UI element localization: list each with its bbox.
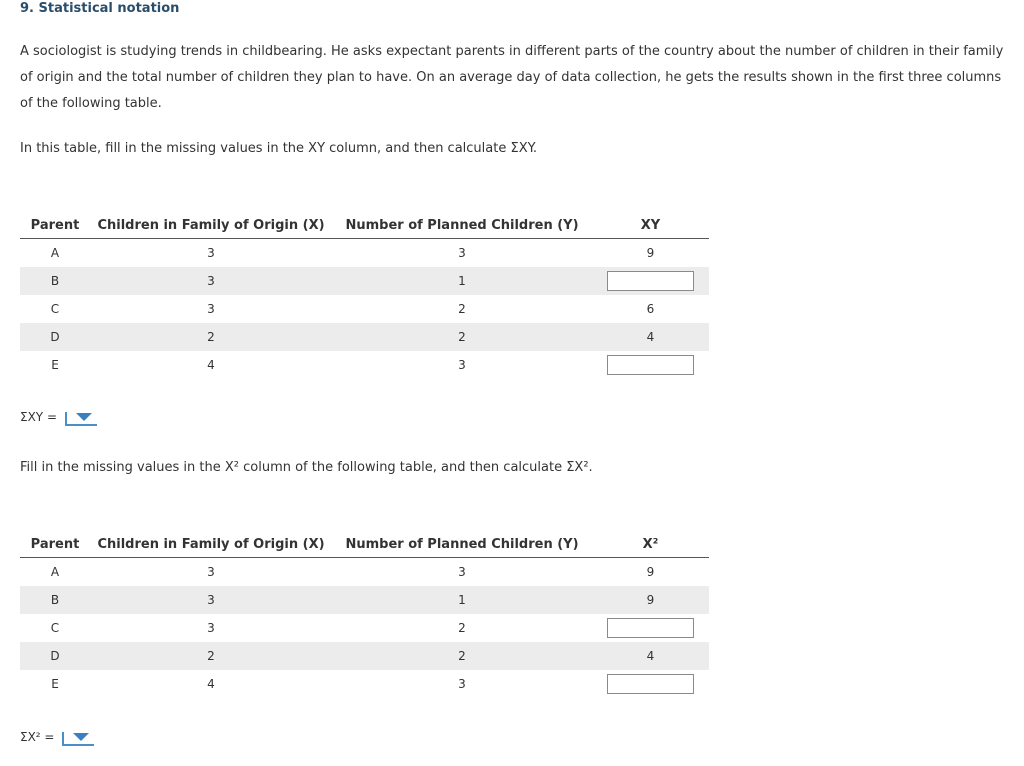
header-xy: XY <box>592 212 709 239</box>
x-cell: 3 <box>90 586 332 614</box>
y-cell: 2 <box>458 302 466 316</box>
sum-xy-row <box>20 408 97 426</box>
xy-table-header-row <box>20 212 709 239</box>
intro-paragraph: A sociologist is studying trends in childbearing. He asks expectant parents in different parts of the country about the number of children in their family of origin and the total number of children they plan to have. On an average day of data collection, he gets the results shown in the first three columns of the following table. <box>20 44 1004 111</box>
sum-xy-label: ΣXY = <box>20 410 58 424</box>
table-row <box>20 267 709 295</box>
x2-cell: 9 <box>592 586 709 614</box>
header-parent: Parent <box>20 212 90 239</box>
xy-cell: 6 <box>646 302 655 316</box>
xy-table <box>20 212 709 379</box>
y-cell: 2 <box>458 621 466 635</box>
dropdown-arrow-icon <box>73 733 89 741</box>
sum-x2-dropdown[interactable] <box>62 728 94 746</box>
table-row <box>20 323 709 351</box>
xy-input-e[interactable] <box>607 355 694 375</box>
dropdown-arrow-icon <box>76 413 92 421</box>
question-title: 9. Statistical notation <box>20 1 180 16</box>
table-row <box>20 614 709 642</box>
table-row <box>20 670 709 698</box>
header-y: Number of Planned Children (Y) <box>332 531 592 558</box>
x2-instruction: Fill in the missing values in the X² column of the following table, and then calculate ΣX². <box>20 460 593 475</box>
xy-cell <box>592 267 709 295</box>
y-cell: 1 <box>332 586 592 614</box>
xy-cell <box>592 351 709 379</box>
table-row <box>20 295 709 323</box>
sum-x2-label: ΣX² = <box>20 730 55 744</box>
xy-instruction: In this table, fill in the missing values in the XY column, and then calculate ΣXY. <box>20 141 538 156</box>
x-cell: 3 <box>207 621 215 635</box>
table-row <box>20 351 709 379</box>
dropdown-bar <box>62 732 64 744</box>
parent-cell: D <box>20 642 90 670</box>
table-row <box>20 642 709 670</box>
x-cell: 4 <box>207 358 215 372</box>
x2-cell <box>592 614 709 642</box>
y-cell: 3 <box>458 358 466 372</box>
x-cell: 2 <box>90 323 332 351</box>
header-parent: Parent <box>20 531 90 558</box>
y-cell: 3 <box>458 565 466 579</box>
y-cell: 1 <box>332 267 592 295</box>
parent-cell: A <box>50 565 60 579</box>
x2-table <box>20 531 709 698</box>
x-cell: 4 <box>207 677 215 691</box>
table-row <box>20 558 709 587</box>
header-x2: X² <box>592 531 709 558</box>
y-cell: 2 <box>332 323 592 351</box>
header-y: Number of Planned Children (Y) <box>332 212 592 239</box>
parent-cell: E <box>51 358 59 372</box>
x-cell: 3 <box>90 267 332 295</box>
parent-cell: D <box>20 323 90 351</box>
x-cell: 2 <box>90 642 332 670</box>
x-cell: 3 <box>207 246 215 260</box>
y-cell: 3 <box>458 677 466 691</box>
dropdown-bar <box>65 412 67 424</box>
sum-x2-row <box>20 728 94 746</box>
sum-xy-dropdown[interactable] <box>65 408 97 426</box>
x2-cell <box>592 670 709 698</box>
xy-cell: 9 <box>646 246 655 260</box>
x2-input-e[interactable] <box>607 674 694 694</box>
parent-cell: B <box>20 267 90 295</box>
x-cell: 3 <box>207 565 215 579</box>
parent-cell: A <box>50 246 60 260</box>
table-row <box>20 586 709 614</box>
header-x: Children in Family of Origin (X) <box>90 212 332 239</box>
x2-cell: 4 <box>592 642 709 670</box>
xy-input-b[interactable] <box>607 271 694 291</box>
x2-table-header-row <box>20 531 709 558</box>
x2-input-c[interactable] <box>607 618 694 638</box>
x-cell: 3 <box>207 302 215 316</box>
header-x: Children in Family of Origin (X) <box>90 531 332 558</box>
parent-cell: B <box>20 586 90 614</box>
y-cell: 2 <box>332 642 592 670</box>
y-cell: 3 <box>458 246 466 260</box>
table-row <box>20 239 709 268</box>
parent-cell: E <box>51 677 59 691</box>
parent-cell: C <box>50 302 60 316</box>
x2-cell: 9 <box>646 565 655 579</box>
xy-cell: 4 <box>592 323 709 351</box>
parent-cell: C <box>50 621 60 635</box>
